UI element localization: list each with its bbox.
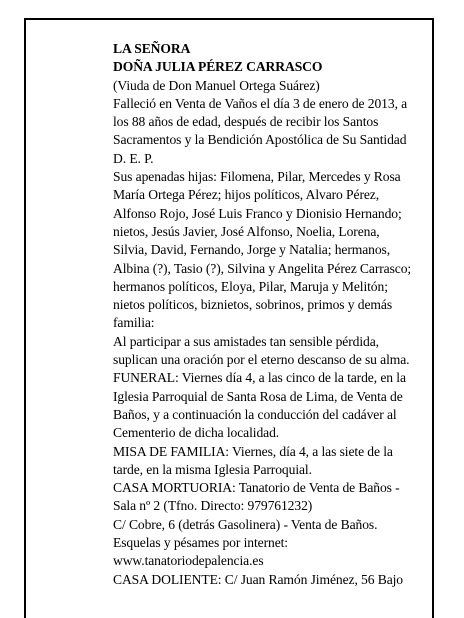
request-line: Al participar a sus amistades tan sensible pérdida, <box>113 333 379 349</box>
family-mass-line: MISA DE FAMILIA: Viernes, día 4, a las siete de la <box>113 443 393 459</box>
funeral-line: Baños, y a continuación la conducción del cadáver al <box>113 406 397 422</box>
funeral-line: Cementerio de dicha localidad. <box>113 425 280 441</box>
notice-heading: LA SEÑORA <box>113 41 191 56</box>
family-line: hermanos políticos, Eloya, Pilar, Maruja y Melitón; <box>113 278 388 294</box>
family-line: María Ortega Pérez; hijos políticos, Alvaro Pérez, <box>113 187 380 203</box>
death-announcement-line: Sacramentos y la Bendición Apostólica de Su Santidad <box>113 132 407 148</box>
funeral-line: FUNERAL: Viernes día 4, a las cinco de la tarde, en la <box>113 370 406 386</box>
deceased-name: DOÑA JULIA PÉREZ CARRASCO <box>113 59 323 75</box>
funeral-home-line: Sala nº 2 (Tfno. Directo: 979761232) <box>113 498 313 514</box>
request-line: suplican una oración por el eterno descanso de su alma. <box>113 352 410 368</box>
family-line: Silvia, David, Fernando, Jorge y Natalia; hermanos, <box>113 242 391 258</box>
family-line: nietos, Jesús Javier, José Alfonso, Noelia, Lorena, <box>113 223 380 239</box>
family-line: Alfonso Rojo, José Luis Franco y Dionisio Hernando; <box>113 205 402 221</box>
condolences-website-link[interactable]: www.tanatoriodepalencia.es <box>113 553 264 569</box>
death-announcement-line: Falleció en Venta de Vaños el día 3 de enero de 2013, a <box>113 95 408 111</box>
funeral-home-address: C/ Cobre, 6 (detrás Gasolinera) - Venta de Baños. <box>113 516 378 532</box>
online-condolences-label: Esquelas y pésames por internet: <box>113 535 288 551</box>
funeral-line: Iglesia Parroquial de Santa Rosa de Lima, de Venta de <box>113 388 403 404</box>
funeral-home-line: CASA MORTUORIA: Tanatorio de Venta de Baños - <box>113 480 400 496</box>
family-line: familia: <box>113 315 155 331</box>
death-announcement-line: los 88 años de edad, después de recibir los Santos <box>113 114 379 130</box>
family-home-address: CASA DOLIENTE: C/ Juan Ramón Jiménez, 56 Bajo <box>113 571 404 587</box>
rip-line: D. E. P. <box>113 150 154 166</box>
family-mass-line: tarde, en la misma Iglesia Parroquial. <box>113 461 312 477</box>
widow-of-line: (Viuda de Don Manuel Ortega Suárez) <box>113 77 320 93</box>
obituary-notice <box>113 40 420 589</box>
family-line: Sus apenadas hijas: Filomena, Pilar, Mercedes y Rosa <box>113 169 401 185</box>
family-line: Albina (?), Tasio (?), Silvina y Angelita Pérez Carrasco; <box>113 260 412 276</box>
family-line: nietos políticos, biznietos, sobrinos, primos y demás <box>113 297 393 313</box>
